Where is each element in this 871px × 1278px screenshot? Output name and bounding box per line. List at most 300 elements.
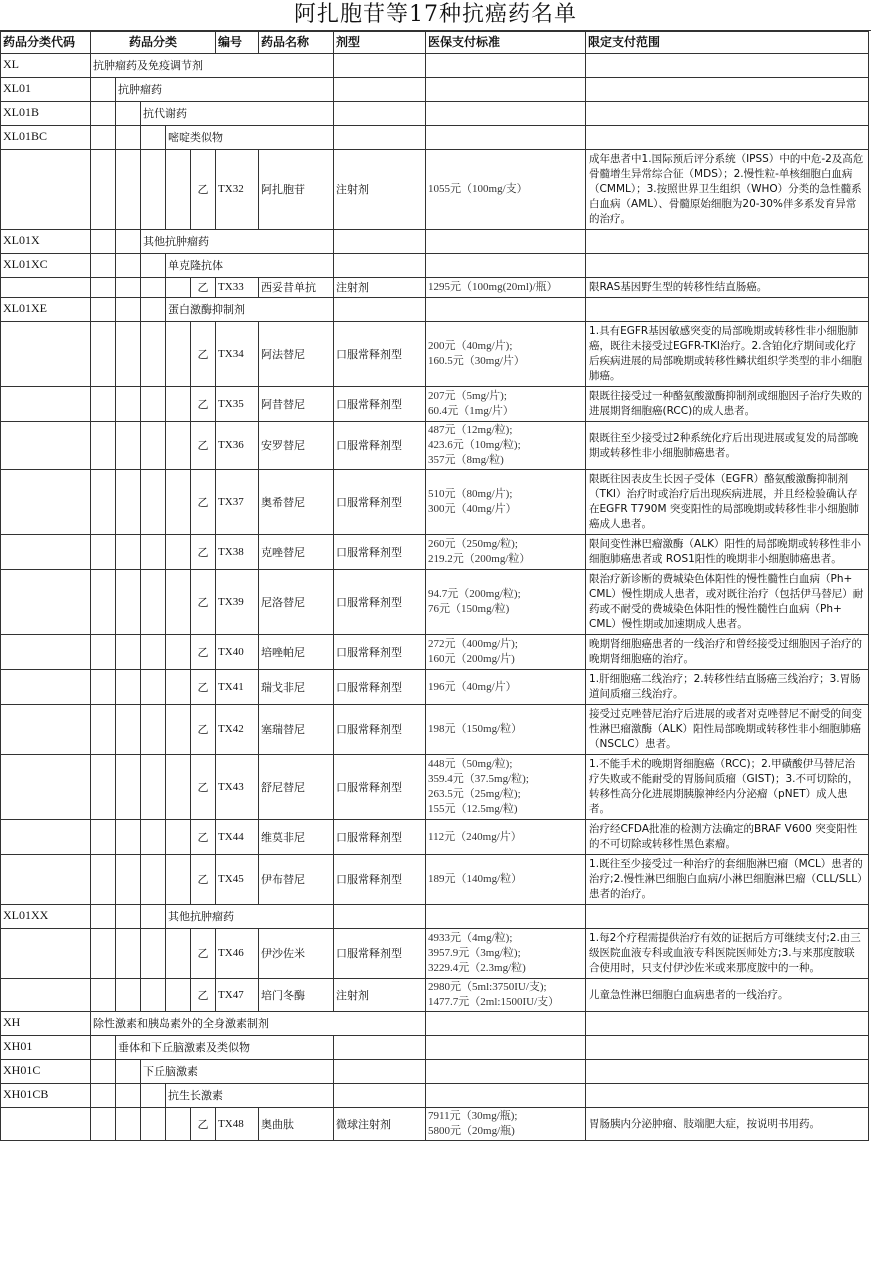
drug-number: TX47: [216, 979, 259, 1012]
drug-row: [1, 929, 869, 979]
empty-cell: [586, 1084, 869, 1108]
drug-number: TX39: [216, 570, 259, 635]
drug-row: [1, 820, 869, 855]
header-price: 医保支付标准: [426, 32, 586, 54]
dosage-form: 微球注射剂: [334, 1108, 426, 1141]
empty-cell: [91, 126, 116, 150]
price-standard: [426, 470, 586, 535]
drug-name: 尼洛替尼: [259, 570, 334, 635]
empty-cell: [116, 1060, 141, 1084]
empty-cell: [426, 1060, 586, 1084]
empty-cell: [334, 1060, 426, 1084]
dosage-form: 口服常释剂型: [334, 820, 426, 855]
header-code: 药品分类代码: [1, 32, 91, 54]
empty-cell: [116, 422, 141, 470]
grade: 乙: [191, 387, 216, 422]
empty-cell: [586, 78, 869, 102]
payment-scope: 限间变性淋巴瘤激酶（ALK）阳性的局部晚期或转移性非小细胞肺癌患者或 ROS1阳性的晚期非小细胞肺癌患者。: [586, 535, 869, 570]
empty-cell: [141, 705, 166, 755]
empty-cell: [166, 422, 191, 470]
empty-cell: [116, 570, 141, 635]
drug-row: [1, 1108, 869, 1141]
price-standard: [426, 535, 586, 570]
category-code: XL01X: [1, 230, 91, 254]
drug-row: [1, 979, 869, 1012]
empty-cell: [141, 470, 166, 535]
empty-cell: [141, 635, 166, 670]
dosage-form: 注射剂: [334, 278, 426, 298]
empty-cell: [116, 1108, 141, 1141]
drug-list-table: [0, 31, 869, 1141]
price-line: 189元（140mg/粒）: [428, 873, 523, 885]
empty-cell: [426, 1084, 586, 1108]
empty-cell: [141, 298, 166, 322]
drug-name: 舒尼替尼: [259, 755, 334, 820]
empty-cell: [166, 1108, 191, 1141]
price-standard: [426, 755, 586, 820]
drug-number: TX41: [216, 670, 259, 705]
grade: 乙: [191, 150, 216, 230]
price-line: 196元（40mg/片）: [428, 680, 517, 693]
category-row: [1, 78, 869, 102]
category-code: [1, 570, 91, 635]
drug-number: TX36: [216, 422, 259, 470]
empty-cell: [116, 278, 141, 298]
empty-cell: [166, 635, 191, 670]
category-code: [1, 422, 91, 470]
price-standard: [426, 278, 586, 298]
empty-cell: [91, 820, 116, 855]
dosage-form: 口服常释剂型: [334, 670, 426, 705]
price-line: 160元（200mg/片): [428, 653, 515, 665]
grade: 乙: [191, 705, 216, 755]
category-code: [1, 670, 91, 705]
drug-number: TX33: [216, 278, 259, 298]
category-row: [1, 254, 869, 278]
empty-cell: [141, 1108, 166, 1141]
grade: 乙: [191, 979, 216, 1012]
price-line: 200元（40mg/片);: [428, 340, 513, 352]
category-code: XL01B: [1, 102, 91, 126]
empty-cell: [91, 855, 116, 905]
empty-cell: [334, 254, 426, 278]
drug-row: [1, 387, 869, 422]
empty-cell: [116, 535, 141, 570]
empty-cell: [141, 1084, 166, 1108]
empty-cell: [91, 150, 116, 230]
empty-cell: [141, 820, 166, 855]
drug-number: TX43: [216, 755, 259, 820]
page-title: 阿扎胞苷等17种抗癌药名单: [0, 0, 871, 31]
price-line: 487元（12mg/粒);: [428, 424, 513, 436]
empty-cell: [116, 230, 141, 254]
empty-cell: [141, 422, 166, 470]
category-row: [1, 1036, 869, 1060]
drug-name: 塞瑞替尼: [259, 705, 334, 755]
payment-scope: 1.肝细胞癌二线治疗；2.转移性结直肠癌三线治疗；3.胃肠道间质瘤三线治疗。: [586, 670, 869, 705]
empty-cell: [586, 1012, 869, 1036]
category-code: [1, 979, 91, 1012]
empty-cell: [141, 570, 166, 635]
empty-cell: [91, 1084, 116, 1108]
price-standard: [426, 635, 586, 670]
empty-cell: [166, 535, 191, 570]
empty-cell: [141, 979, 166, 1012]
dosage-form: 口服常释剂型: [334, 422, 426, 470]
empty-cell: [141, 905, 166, 929]
empty-cell: [426, 905, 586, 929]
empty-cell: [586, 54, 869, 78]
empty-cell: [166, 820, 191, 855]
drug-row: [1, 322, 869, 387]
empty-cell: [166, 387, 191, 422]
category-row: [1, 54, 869, 78]
empty-cell: [166, 855, 191, 905]
category-label: 下丘脑激素: [141, 1060, 334, 1084]
drug-row: [1, 470, 869, 535]
dosage-form: 注射剂: [334, 979, 426, 1012]
empty-cell: [91, 1108, 116, 1141]
drug-row: [1, 150, 869, 230]
empty-cell: [141, 755, 166, 820]
price-line: 198元（150mg/粒）: [428, 723, 523, 735]
header-drug-name: 药品名称: [259, 32, 334, 54]
empty-cell: [586, 1036, 869, 1060]
empty-cell: [586, 254, 869, 278]
empty-cell: [91, 670, 116, 705]
price-standard: [426, 705, 586, 755]
price-standard: [426, 322, 586, 387]
empty-cell: [426, 126, 586, 150]
price-line: 160.5元（30mg/片）: [428, 355, 525, 367]
empty-cell: [116, 387, 141, 422]
payment-scope: 接受过克唑替尼治疗后进展的或者对克唑替尼不耐受的间变性淋巴瘤激酶（ALK）阳性局部晚期或转移性非小细胞肺癌（NSCLC）患者。: [586, 705, 869, 755]
empty-cell: [426, 254, 586, 278]
category-code: [1, 705, 91, 755]
price-line: 448元（50mg/粒);: [428, 758, 513, 770]
drug-row: [1, 705, 869, 755]
drug-number: TX37: [216, 470, 259, 535]
dosage-form: 口服常释剂型: [334, 570, 426, 635]
empty-cell: [116, 979, 141, 1012]
empty-cell: [141, 855, 166, 905]
empty-cell: [116, 470, 141, 535]
price-standard: [426, 1108, 586, 1141]
empty-cell: [334, 78, 426, 102]
empty-cell: [91, 230, 116, 254]
empty-cell: [586, 298, 869, 322]
empty-cell: [166, 705, 191, 755]
price-line: 3229.4元（2.3mg/粒): [428, 962, 526, 974]
price-line: 2980元（5ml:3750IU/支);: [428, 981, 547, 993]
drug-number: TX40: [216, 635, 259, 670]
empty-cell: [116, 905, 141, 929]
drug-row: [1, 278, 869, 298]
price-line: 260元（250mg/粒);: [428, 538, 518, 550]
drug-number: TX48: [216, 1108, 259, 1141]
price-line: 76元（150mg/粒): [428, 603, 510, 615]
price-line: 4933元（4mg/粒);: [428, 932, 513, 944]
dosage-form: 注射剂: [334, 150, 426, 230]
category-code: XH01: [1, 1036, 91, 1060]
header-category: 药品分类: [91, 32, 216, 54]
empty-cell: [116, 1084, 141, 1108]
payment-scope: 限RAS基因野生型的转移性结直肠癌。: [586, 278, 869, 298]
empty-cell: [586, 126, 869, 150]
dosage-form: 口服常释剂型: [334, 755, 426, 820]
category-code: XL: [1, 54, 91, 78]
category-row: [1, 1084, 869, 1108]
dosage-form: 口服常释剂型: [334, 535, 426, 570]
empty-cell: [91, 1060, 116, 1084]
empty-cell: [166, 150, 191, 230]
empty-cell: [141, 322, 166, 387]
price-standard: [426, 422, 586, 470]
price-line: 1295元（100mg(20ml)/瓶）: [428, 281, 558, 293]
category-label: 嘧啶类似物: [166, 126, 334, 150]
category-code: [1, 387, 91, 422]
price-line: 7911元（30mg/瓶);: [428, 1110, 518, 1122]
drug-number: TX46: [216, 929, 259, 979]
payment-scope: 成年患者中1.国际预后评分系统（IPSS）中的中危-2及高危骨髓增生异常综合征（MDS）；2.慢性粒-单核细胞白血病（CMML）；3.按照世界卫生组织（WHO）分类的急性髓系白血病（AML）、骨髓原始细胞为20-30%伴多系发育异常的治疗。: [586, 150, 869, 230]
category-code: [1, 855, 91, 905]
price-line: 272元（400mg/片);: [428, 638, 518, 650]
category-row: [1, 102, 869, 126]
empty-cell: [426, 298, 586, 322]
grade: 乙: [191, 855, 216, 905]
category-code: XH01C: [1, 1060, 91, 1084]
empty-cell: [166, 670, 191, 705]
category-code: [1, 150, 91, 230]
category-code: [1, 535, 91, 570]
drug-row: [1, 635, 869, 670]
drug-name: 阿扎胞苷: [259, 150, 334, 230]
drug-name: 克唑替尼: [259, 535, 334, 570]
payment-scope: 儿童急性淋巴细胞白血病患者的一线治疗。: [586, 979, 869, 1012]
category-label: 抗肿瘤药: [116, 78, 334, 102]
grade: 乙: [191, 670, 216, 705]
price-line: 5800元（20mg/瓶): [428, 1125, 515, 1137]
payment-scope: 限治疗新诊断的费城染色体阳性的慢性髓性白血病（Ph+ CML）慢性期成人患者，或对既往治疗（包括伊马替尼）耐药或不耐受的费城染色体阳性的慢性髓性白血病（Ph+ CML）慢性期或加速期成人患者。: [586, 570, 869, 635]
empty-cell: [334, 230, 426, 254]
empty-cell: [166, 278, 191, 298]
category-code: XH: [1, 1012, 91, 1036]
price-standard: [426, 820, 586, 855]
empty-cell: [91, 102, 116, 126]
price-line: 357元（8mg/粒): [428, 454, 504, 466]
price-standard: [426, 670, 586, 705]
price-line: 3957.9元（3mg/粒);: [428, 947, 521, 959]
drug-number: TX34: [216, 322, 259, 387]
grade: 乙: [191, 1108, 216, 1141]
empty-cell: [116, 298, 141, 322]
empty-cell: [334, 102, 426, 126]
grade: 乙: [191, 322, 216, 387]
empty-cell: [141, 254, 166, 278]
drug-name: 维莫非尼: [259, 820, 334, 855]
empty-cell: [334, 54, 426, 78]
drug-number: TX44: [216, 820, 259, 855]
price-line: 155元（12.5mg/粒): [428, 803, 518, 815]
empty-cell: [116, 670, 141, 705]
empty-cell: [141, 387, 166, 422]
category-label: 其他抗肿瘤药: [166, 905, 334, 929]
payment-scope: 1.既往至少接受过一种治疗的套细胞淋巴瘤（MCL）患者的治疗;2.慢性淋巴细胞白血病/小淋巴细胞淋巴瘤（CLL/SLL）患者的治疗。: [586, 855, 869, 905]
category-code: [1, 635, 91, 670]
drug-name: 奥希替尼: [259, 470, 334, 535]
price-line: 94.7元（200mg/粒);: [428, 588, 521, 600]
category-row: [1, 230, 869, 254]
empty-cell: [426, 1012, 586, 1036]
empty-cell: [334, 1036, 426, 1060]
category-label: 单克隆抗体: [166, 254, 334, 278]
payment-scope: 1.不能手术的晚期肾细胞癌（RCC)；2.甲磺酸伊马替尼治疗失败或不能耐受的胃肠间质瘤（GIST)；3.不可切除的，转移性高分化进展期胰腺神经内分泌瘤（pNET）成人患者。: [586, 755, 869, 820]
empty-cell: [91, 422, 116, 470]
drug-row: [1, 670, 869, 705]
drug-row: [1, 755, 869, 820]
grade: 乙: [191, 535, 216, 570]
empty-cell: [116, 929, 141, 979]
price-line: 423.6元（10mg/粒);: [428, 439, 521, 451]
dosage-form: 口服常释剂型: [334, 705, 426, 755]
empty-cell: [91, 929, 116, 979]
category-label: 蛋白激酶抑制剂: [166, 298, 334, 322]
empty-cell: [91, 322, 116, 387]
price-standard: [426, 929, 586, 979]
empty-cell: [116, 126, 141, 150]
empty-cell: [116, 705, 141, 755]
price-standard: [426, 387, 586, 422]
empty-cell: [91, 254, 116, 278]
drug-name: 培唑帕尼: [259, 635, 334, 670]
price-line: 263.5元（25mg/粒);: [428, 788, 521, 800]
empty-cell: [91, 705, 116, 755]
drug-number: TX45: [216, 855, 259, 905]
category-code: [1, 470, 91, 535]
empty-cell: [166, 470, 191, 535]
drug-number: TX42: [216, 705, 259, 755]
price-line: 1477.7元（2ml:1500IU/支）: [428, 996, 560, 1008]
grade: 乙: [191, 820, 216, 855]
empty-cell: [426, 1036, 586, 1060]
empty-cell: [166, 322, 191, 387]
dosage-form: 口服常释剂型: [334, 387, 426, 422]
category-row: [1, 298, 869, 322]
drug-name: 奥曲肽: [259, 1108, 334, 1141]
drug-name: 伊沙佐米: [259, 929, 334, 979]
drug-row: [1, 535, 869, 570]
empty-cell: [166, 755, 191, 820]
price-line: 300元（40mg/片）: [428, 503, 517, 515]
empty-cell: [91, 905, 116, 929]
drug-name: 安罗替尼: [259, 422, 334, 470]
empty-cell: [91, 298, 116, 322]
payment-scope: 治疗经CFDA批准的检测方法确定的BRAF V600 突变阳性的不可切除或转移性黑色素瘤。: [586, 820, 869, 855]
category-label: 垂体和下丘脑激素及类似物: [116, 1036, 334, 1060]
category-code: [1, 322, 91, 387]
price-line: 60.4元（1mg/片）: [428, 405, 514, 417]
grade: 乙: [191, 278, 216, 298]
empty-cell: [141, 278, 166, 298]
empty-cell: [141, 929, 166, 979]
category-row: [1, 905, 869, 929]
empty-cell: [334, 298, 426, 322]
empty-cell: [586, 905, 869, 929]
price-standard: [426, 855, 586, 905]
drug-row: [1, 855, 869, 905]
empty-cell: [91, 470, 116, 535]
empty-cell: [586, 102, 869, 126]
empty-cell: [116, 322, 141, 387]
empty-cell: [586, 1060, 869, 1084]
category-code: XL01XC: [1, 254, 91, 278]
empty-cell: [334, 126, 426, 150]
empty-cell: [334, 1084, 426, 1108]
empty-cell: [334, 905, 426, 929]
empty-cell: [141, 126, 166, 150]
payment-scope: 限既往因表皮生长因子受体（EGFR）酪氨酸激酶抑制剂（TKI）治疗时或治疗后出现疾病进展，并且经检验确认存在EGFR T790M 突变阳性的局部晚期或转移性非小细胞肺癌成人患者。: [586, 470, 869, 535]
empty-cell: [166, 979, 191, 1012]
empty-cell: [166, 929, 191, 979]
empty-cell: [116, 102, 141, 126]
dosage-form: 口服常释剂型: [334, 322, 426, 387]
dosage-form: 口服常释剂型: [334, 929, 426, 979]
empty-cell: [91, 979, 116, 1012]
category-label: 抗代谢药: [141, 102, 334, 126]
drug-number: TX38: [216, 535, 259, 570]
empty-cell: [426, 54, 586, 78]
empty-cell: [426, 230, 586, 254]
category-code: XL01XX: [1, 905, 91, 929]
header-form: 剂型: [334, 32, 426, 54]
dosage-form: 口服常释剂型: [334, 855, 426, 905]
price-line: 207元（5mg/片);: [428, 390, 507, 402]
grade: 乙: [191, 422, 216, 470]
empty-cell: [586, 230, 869, 254]
grade: 乙: [191, 570, 216, 635]
grade: 乙: [191, 470, 216, 535]
category-row: [1, 126, 869, 150]
empty-cell: [166, 570, 191, 635]
category-label: 抗肿瘤药及免疫调节剂: [91, 54, 334, 78]
category-code: XL01XE: [1, 298, 91, 322]
payment-scope: 1.每2个疗程需提供治疗有效的证据后方可继续支付;2.由三级医院血液专科或血液专科医院医师处方;3.与来那度胺联合使用时，只支付伊沙佐米或来那度胺中的一种。: [586, 929, 869, 979]
empty-cell: [141, 535, 166, 570]
drug-number: TX32: [216, 150, 259, 230]
empty-cell: [91, 755, 116, 820]
category-code: [1, 278, 91, 298]
category-code: [1, 929, 91, 979]
price-line: 510元（80mg/片);: [428, 488, 513, 500]
category-label: 其他抗肿瘤药: [141, 230, 334, 254]
empty-cell: [426, 102, 586, 126]
drug-name: 阿法替尼: [259, 322, 334, 387]
drug-number: TX35: [216, 387, 259, 422]
drug-name: 瑞戈非尼: [259, 670, 334, 705]
empty-cell: [141, 670, 166, 705]
empty-cell: [116, 820, 141, 855]
empty-cell: [91, 78, 116, 102]
empty-cell: [91, 1036, 116, 1060]
category-row: [1, 1060, 869, 1084]
header-scope: 限定支付范围: [586, 32, 869, 54]
price-line: 1055元（100mg/支）: [428, 183, 528, 195]
price-line: 359.4元（37.5mg/粒);: [428, 773, 529, 785]
grade: 乙: [191, 635, 216, 670]
category-code: [1, 820, 91, 855]
empty-cell: [116, 254, 141, 278]
empty-cell: [426, 78, 586, 102]
